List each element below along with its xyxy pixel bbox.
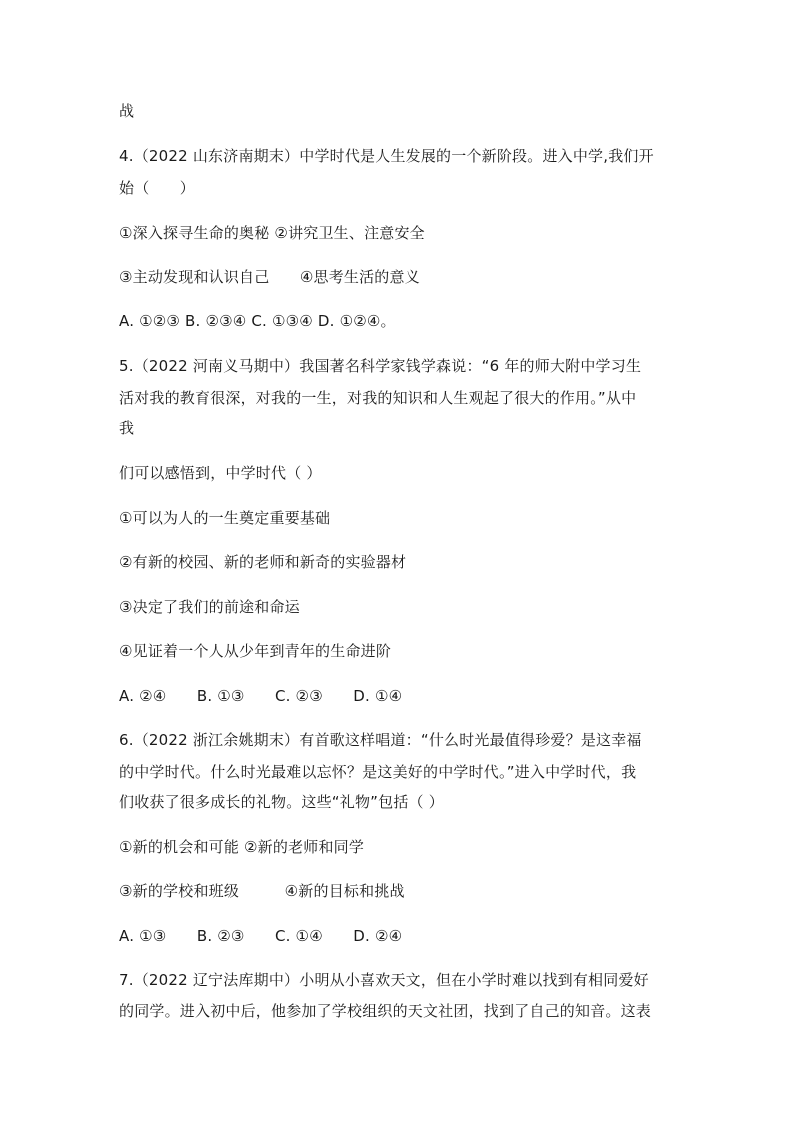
q7-stem-line-1: 7.（2022 辽宁法库期中）小明从小喜欢天文，但在小学时难以找到有相同爱好	[119, 971, 649, 989]
q5-option-4: ④见证着一个人从少年到青年的生命进阶	[119, 642, 392, 660]
q5-option-2: ②有新的校园、新的老师和新奇的实验器材	[119, 553, 407, 571]
q5-option-3: ③决定了我们的前途和命运	[119, 598, 300, 616]
q4-answer-choices: A. ①②③ B. ②③④ C. ①③④ D. ①②④。	[119, 312, 396, 330]
q6-option-line-1: ①新的机会和可能 ②新的老师和同学	[119, 838, 365, 856]
q6-stem-line-2: 的中学时代。什么时光最难以忘怀？是这美好的中学时代。”进入中学时代，我	[119, 763, 637, 781]
q5-option-1: ①可以为人的一生奠定重要基础	[119, 509, 331, 527]
q4-option-line-1: ①深入探寻生命的奥秘 ②讲究卫生、注意安全	[119, 224, 425, 242]
q5-stem-line-1: 5.（2022 河南义马期中）我国著名科学家钱学森说：“6 年的师大附中学习生	[119, 357, 642, 375]
q6-stem-line-1: 6.（2022 浙江余姚期末）有首歌这样唱道：“什么时光最值得珍爱？是这幸福	[119, 731, 642, 749]
q4-stem-line-1: 4.（2022 山东济南期末）中学时代是人生发展的一个新阶段。进入中学,我们开	[119, 147, 654, 165]
q5-answer-choices: A. ②④ B. ①③ C. ②③ D. ①④	[119, 687, 403, 705]
q5-stem-line-3: 我	[119, 419, 135, 437]
continuation-text: 战	[119, 102, 135, 120]
q4-stem-line-2: 始（ ）	[119, 179, 196, 197]
q5-stem-line-4: 们可以感悟到，中学时代（ ）	[119, 464, 322, 482]
q6-option-line-2: ③新的学校和班级 ④新的目标和挑战	[119, 882, 405, 900]
q6-stem-line-3: 们收获了很多成长的礼物。这些“礼物”包括（ ）	[119, 793, 444, 811]
q6-answer-choices: A. ①③ B. ②③ C. ①④ D. ②④	[119, 927, 403, 945]
q4-option-line-2: ③主动发现和认识自己 ④思考生活的意义	[119, 268, 420, 286]
q7-stem-line-2: 的同学。进入初中后，他参加了学校组织的天文社团，找到了自己的知音。这表	[119, 1002, 652, 1020]
q5-stem-line-2: 活对我的教育很深，对我的一生，对我的知识和人生观起了很大的作用。”从中	[119, 389, 637, 407]
